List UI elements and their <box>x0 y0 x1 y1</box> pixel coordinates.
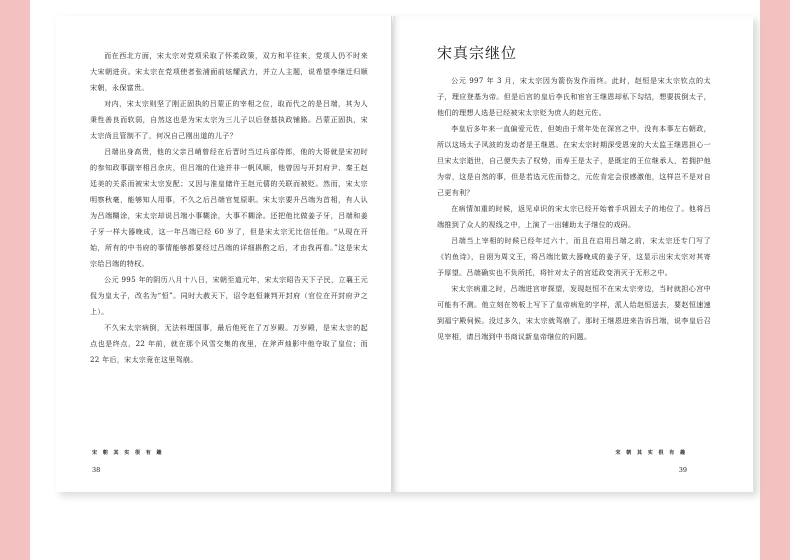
paragraph: 在病情加重的时候，返见卓识的宋太宗已经开始着手巩固太子的地位了。他将吕端推到了众人的视线之中，上演了一出辅助太子继位的戏码。 <box>437 204 711 229</box>
page-number: 39 <box>678 466 687 474</box>
right-footer <box>616 449 687 474</box>
paragraph: 公元 995 年的阴历八月十八日，宋朝至道元年，宋太宗昭告天下子民，立襄王元侃为皇太子，改名为“恒”。同时大赦天下，诏令赵恒兼判开封府（官位在开封府尹之上）。 <box>90 275 368 316</box>
left-page-text <box>90 48 368 368</box>
paragraph: 宋太宗病重之时，吕端进宫审探望，发现赵恒不在宋太宗旁边，当时就担心宫中可能有不测。他立刻在笏板上写下了皇帝病危的字样，派人给赵恒送去，要赵恒速速到福宁殿伺候。没过多久，宋太宗就驾崩了。那时王继恩进来告诉吕端，说李皇后召见宰相，请吕端到中书商议新皇帝继位的问题。 <box>437 284 711 341</box>
paragraph: 吕端当上宰相的时候已经年过六十，而且在启用吕端之前，宋太宗还专门写了《钓鱼诗》，自诩为周文王，将吕端比做大器晚成的姜子牙，这显示出宋太宗对其寄予厚望。吕端确实也不负所托，将针对太子的宫廷政变消灭于无形之中。 <box>437 236 711 277</box>
left-page <box>56 16 392 492</box>
paragraph: 而在西北方面，宋太宗对党项采取了怀柔政策，双方和平往来，党项人仍不时来大宋朝进贡。宋太宗在党项使者张浦面前炫耀武力，并立人主题，说希望李继迁归顺宋朝，永保富贵。 <box>90 51 368 92</box>
left-background-band <box>0 0 30 560</box>
paragraph: 吕端出身高贵，他的父亲吕峭曾经在后晋时当过兵部侍郎，他的大哥就是宋初时的参知政事副宰相吕余庆，但吕端的仕途并非一帆风顺，他曾因与开封府尹、秦王赵廷美的关系而被宋太宗发配；又因与准皇储许王赵元僖的关联而被贬。然而，宋太宗明察秋毫，能够知人用事，不久之后吕端官复原职。宋太宗要升吕端为首相，有人认为吕端糊涂，宋太宗却说吕端小事糊涂，大事不糊涂。还把他比做姜子牙，吕端和姜子牙一样大器晚成，这一年吕端已经 60 岁了，但是宋太宗无比信任他。“从现在开始，所有的中书府的事情能够都要经过吕端的详细斟酌之后，才由我再看。”这是宋太宗给吕端的特权。 <box>90 147 368 268</box>
right-background-band <box>760 0 790 560</box>
page-number: 38 <box>92 466 101 474</box>
left-footer <box>92 449 163 474</box>
chapter-title: 宋真宗继位 <box>437 44 518 62</box>
right-page <box>393 16 753 492</box>
paragraph: 不久宋太宗病倒，无法料理国事，最后他死在了万岁殿。万岁殿，是宋太宗的起点也是终点，22 年前，就在那个风雪交集的夜里，在斧声烛影中他夺取了皇位；而 22 年后，宋太宗竟在这里驾崩。 <box>90 323 368 364</box>
paragraph: 对内，宋太宗则坚了刚正固执的吕蒙正的宰相之位，取而代之的是吕端，其为人秉性善良而软弱，自然这也是为宋太宗为三儿子以后登基执政铺路。吕蒙正固执，宋太宗尚且管制不了，何况自己刚出道的儿子？ <box>90 99 368 140</box>
paragraph: 公元 997 年 3 月，宋太宗因为箭伤发作而终。此时，赵恒是宋太宗钦点的太子，理应登基为帝。但是后宫的皇后李氏和宦官王继恩却私下勾结，想要拔倒太子，他们的理想人选是已经被宋太宗贬为庶人的赵元佐。 <box>437 76 711 117</box>
running-footer-title: 宋 朝 其 实 很 有 趣 <box>92 450 164 456</box>
running-footer-title: 宋 朝 其 实 很 有 趣 <box>615 450 687 456</box>
paragraph: 李皇后多年来一直偏爱元佐，但她由于常年处在深宫之中，没有本事左右朝政，所以这场太子风波的发动者是王继恩。在宋太宗时期深受恩宠的大太监王继恩担心一旦宋太宗逝世，自己便失去了权势，而寿王是太子，是既定的王位继承人，若拥护他为帝，这是自然的事，但是若选元佐而替之，元佐肯定会很感激他，这样岂不是对自己更有利？ <box>437 124 711 197</box>
right-page-text <box>437 42 711 345</box>
